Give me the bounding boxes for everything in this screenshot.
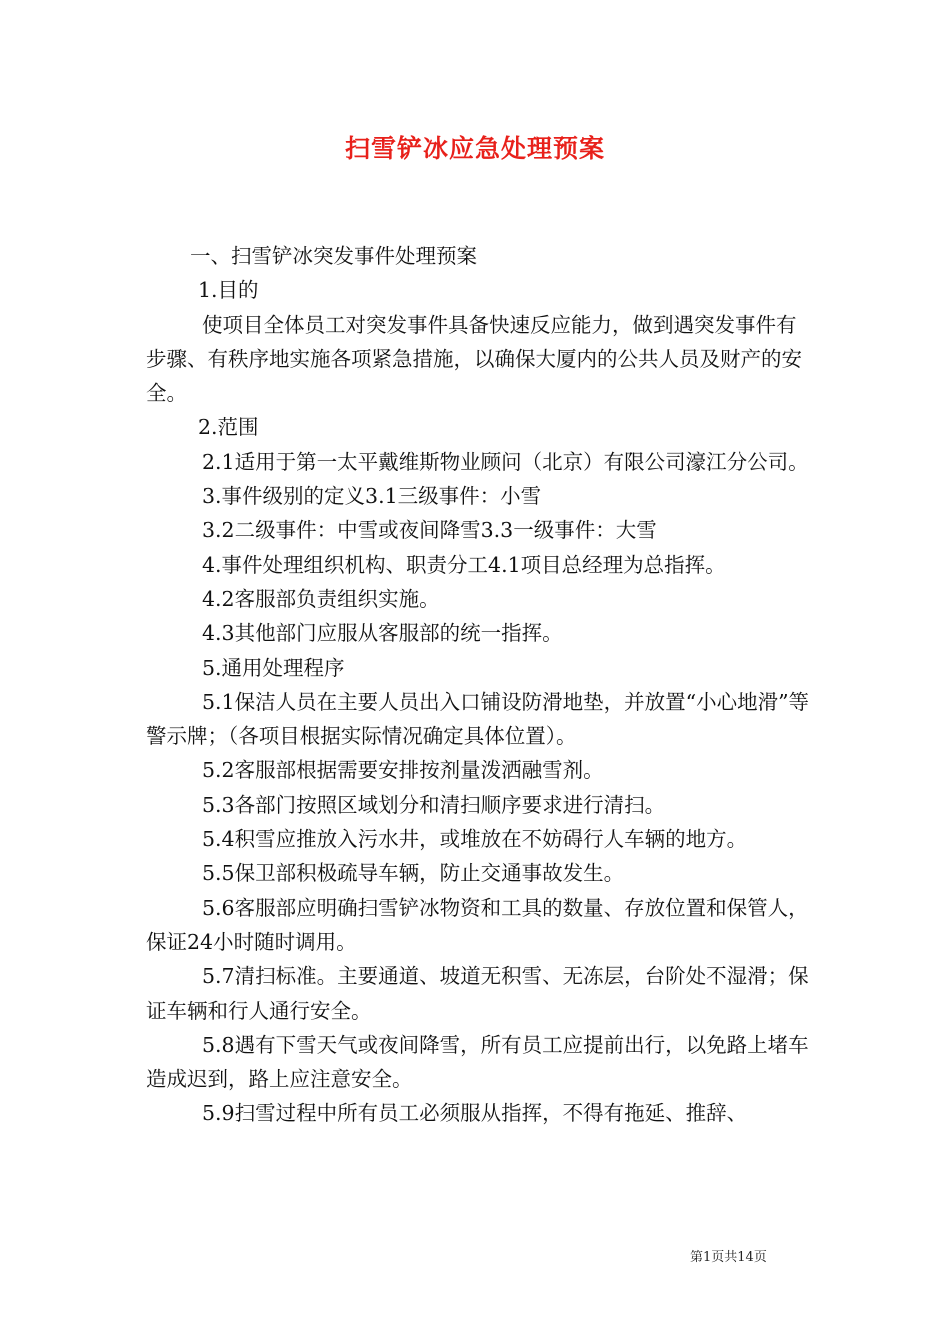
document-body [146, 239, 810, 1131]
paragraph: 4.2客服部负责组织实施。 [202, 586, 440, 611]
paragraph: 5.8遇有下雪天气或夜间降雪，所有员工应提前出行，以免路上堵车造成迟到，路上应注意安全。 [146, 1032, 809, 1092]
paragraph: 5.6客服部应明确扫雪铲冰物资和工具的数量、存放位置和保管人，保证24小时随时调用。 [146, 895, 809, 954]
page-number: 第1页共14页 [690, 1250, 767, 1265]
paragraph: 3.2二级事件：中雪或夜间降雪3.3一级事件：大雪 [202, 518, 657, 543]
paragraph: 使项目全体员工对突发事件具备快速反应能力，做到遇突发事件有步骤、有秩序地实施各项紧急措施，以确保大厦内的公共人员及财产的安全。 [146, 312, 802, 406]
paragraph: 5.通用处理程序 [202, 655, 345, 680]
paragraph: 5.9扫雪过程中所有员工必须服从指挥，不得有拖延、推辞、 [202, 1101, 748, 1126]
paragraph: 4.3其他部门应服从客服部的统一指挥。 [202, 621, 563, 646]
paragraph: 5.1保洁人员在主要人员出入口铺设防滑地垫，并放置“小心地滑”等警示牌；（各项目根据实际情况确定具体位置）。 [146, 689, 810, 749]
paragraph: 5.5保卫部积极疏导车辆，防止交通事故发生。 [202, 861, 625, 886]
paragraph: 4.事件处理组织机构、职责分工4.1项目总经理为总指挥。 [202, 552, 726, 577]
paragraph: 2.范围 [198, 415, 259, 440]
paragraph: 5.7清扫标准。主要通道、坡道无积雪、无冻层，台阶处不湿滑；保证车辆和行人通行安全。 [146, 964, 809, 1023]
document-title: 扫雪铲冰应急处理预案 [344, 134, 605, 163]
paragraph: 2.1适用于第一太平戴维斯物业顾问（北京）有限公司濠江分公司。 [202, 449, 809, 474]
paragraph: 5.2客服部根据需要安排按剂量泼洒融雪剂。 [202, 758, 604, 783]
paragraph: 5.4积雪应推放入污水井，或堆放在不妨碍行人车辆的地方。 [202, 827, 748, 852]
paragraph: 3.事件级别的定义3.1三级事件：小雪 [202, 484, 542, 509]
paragraph: 一、扫雪铲冰突发事件处理预案 [190, 244, 477, 268]
paragraph: 5.3各部门按照区域划分和清扫顺序要求进行清扫。 [202, 792, 666, 817]
paragraph: 1.目的 [198, 278, 259, 303]
